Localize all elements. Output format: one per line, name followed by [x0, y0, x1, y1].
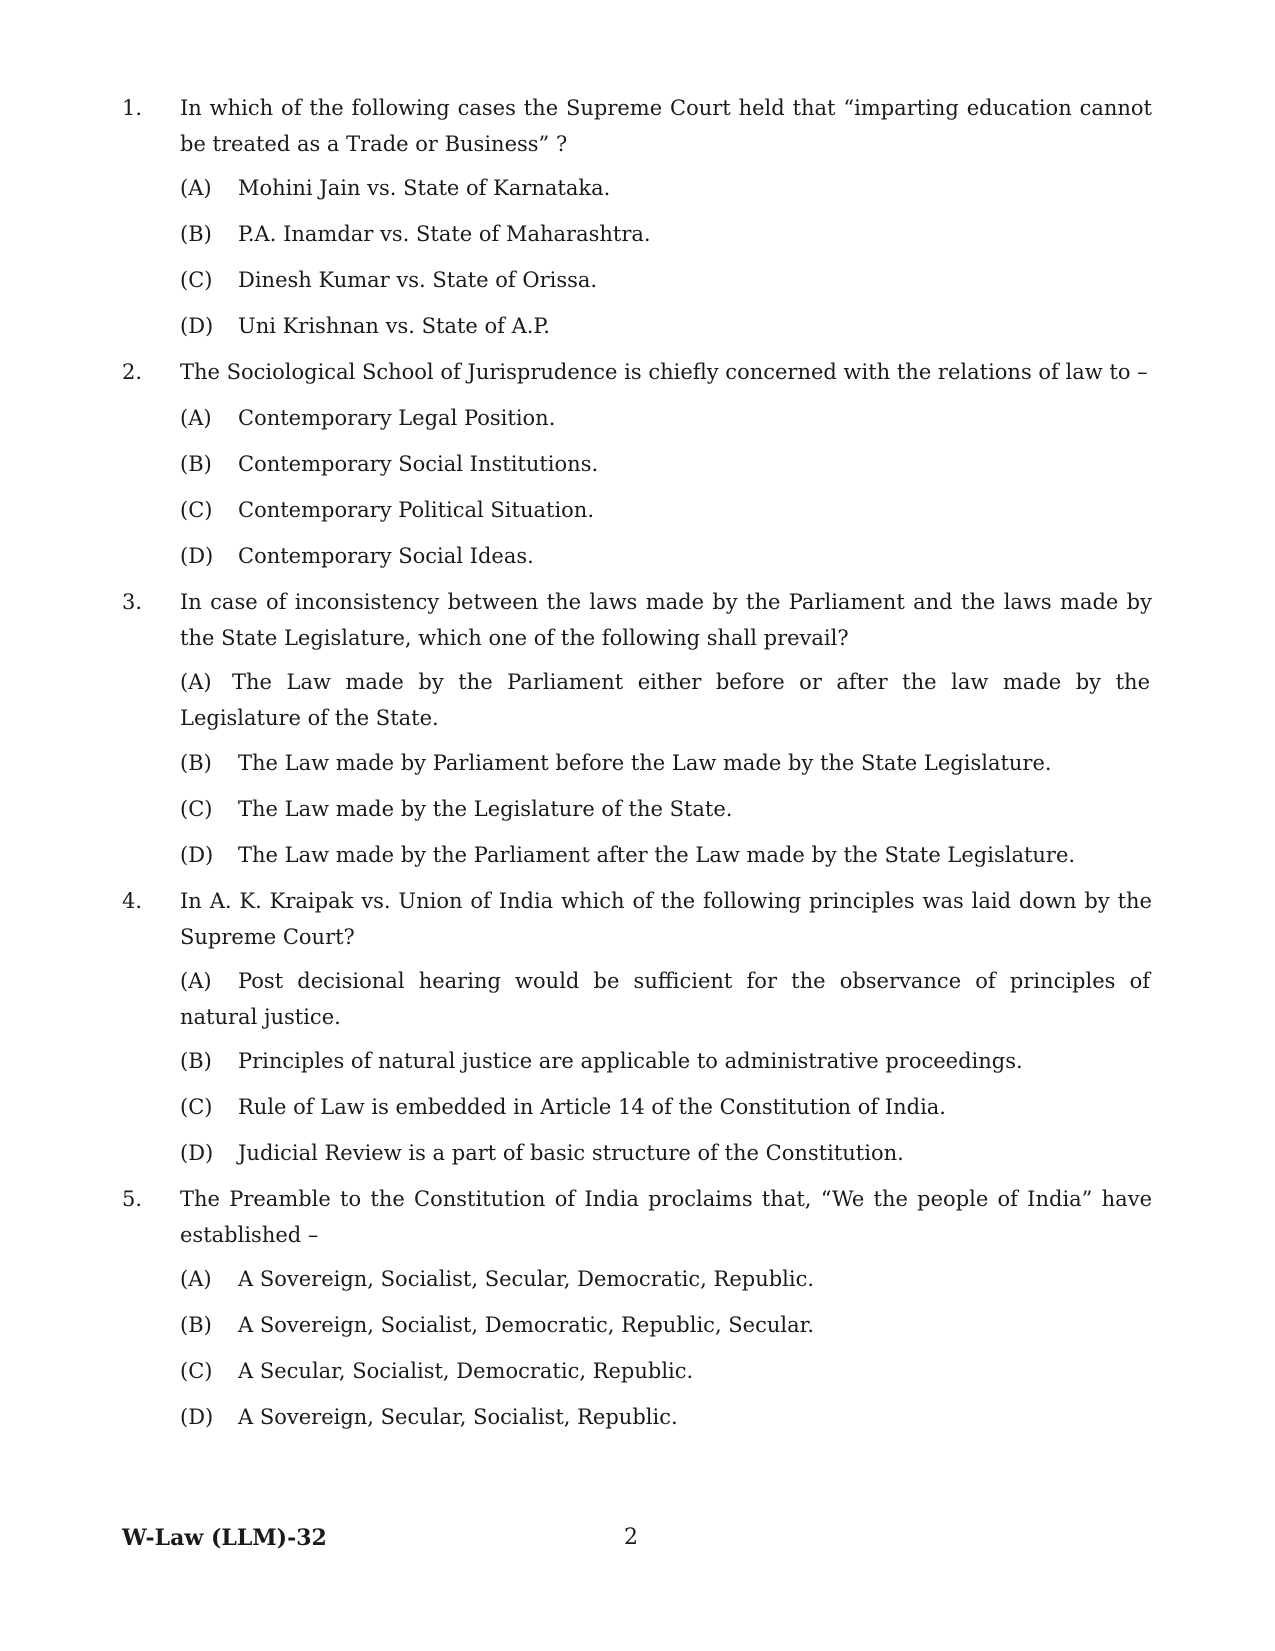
option-text: Dinesh Kumar vs. State of Orissa. [238, 268, 598, 292]
option-label: (D) [180, 544, 214, 568]
option-label: (C) [180, 1095, 213, 1119]
question-text: The Preamble to the Constitution of India proclaims that, “We the people of India” have established – [180, 1187, 1152, 1247]
option-text: Contemporary Social Ideas. [238, 544, 534, 568]
option-label: (B) [180, 222, 212, 246]
option-label: (A) [180, 406, 212, 430]
option-text: Post decisional hearing would be sufficient for the observance of principles of natural justice. [180, 969, 1150, 1029]
option-text: The Law made by the Legislature of the State. [238, 797, 733, 821]
option-text: The Law made by the Parliament after the Law made by the State Legislature. [238, 843, 1076, 867]
option-5d [180, 1399, 1150, 1435]
option-label: (B) [180, 751, 212, 775]
option-text: A Sovereign, Secular, Socialist, Republic. [238, 1405, 678, 1429]
option-1c [180, 262, 1150, 298]
option-2a [180, 400, 1150, 436]
option-4b [180, 1043, 1150, 1079]
option-text: Contemporary Political Situation. [238, 498, 595, 522]
option-label: (C) [180, 268, 213, 292]
option-5b [180, 1307, 1150, 1343]
option-2b [180, 446, 1150, 482]
option-3c [180, 791, 1150, 827]
option-text: A Secular, Socialist, Democratic, Republic. [238, 1359, 694, 1383]
option-text: Mohini Jain vs. State of Karnataka. [238, 176, 611, 200]
question-text: In A. K. Kraipak vs. Union of India which of the following principles was laid down by the Supreme Court? [180, 889, 1152, 949]
option-label: (A) [180, 969, 212, 993]
question-text: In which of the following cases the Supreme Court held that “imparting education cannot be treated as a Trade or Business” ? [180, 96, 1152, 156]
option-label: (A) [180, 1267, 212, 1291]
option-label: (B) [180, 452, 212, 476]
option-label: (C) [180, 797, 213, 821]
paper-code: W-Law (LLM)-32 [122, 1525, 327, 1551]
option-1b [180, 216, 1150, 252]
option-text: Principles of natural justice are applicable to administrative proceedings. [238, 1049, 1023, 1073]
option-1a [180, 170, 1150, 206]
option-2c [180, 492, 1150, 528]
option-label: (A) [180, 176, 212, 200]
option-4d [180, 1135, 1150, 1171]
option-5c [180, 1353, 1150, 1389]
option-text: A Sovereign, Socialist, Democratic, Republic, Secular. [238, 1313, 815, 1337]
option-text: Rule of Law is embedded in Article 14 of the Constitution of India. [238, 1095, 946, 1119]
option-label: (C) [180, 498, 213, 522]
option-text: Judicial Review is a part of basic structure of the Constitution. [238, 1141, 904, 1165]
question-number: 4. [122, 889, 143, 913]
option-2d [180, 538, 1150, 574]
option-3a [180, 664, 1150, 736]
option-text: Uni Krishnan vs. State of A.P. [238, 314, 550, 338]
question-text: The Sociological School of Jurisprudence is chiefly concerned with the relations of law to – [180, 360, 1148, 384]
option-label: (D) [180, 843, 214, 867]
option-4a [180, 963, 1150, 1035]
option-text: A Sovereign, Socialist, Secular, Democratic, Republic. [238, 1267, 815, 1291]
question-number: 1. [122, 96, 143, 120]
option-text: P.A. Inamdar vs. State of Maharashtra. [238, 222, 651, 246]
option-label: (D) [180, 1405, 214, 1429]
question-text: In case of inconsistency between the laws made by the Parliament and the laws made by the State Legislature, which one of the following shall prevail? [180, 590, 1152, 650]
option-text: Contemporary Legal Position. [238, 406, 556, 430]
option-label: (A) [180, 670, 212, 694]
option-label: (D) [180, 314, 214, 338]
question-number: 5. [122, 1187, 143, 1211]
question-number: 3. [122, 590, 143, 614]
option-label: (C) [180, 1359, 213, 1383]
option-label: (B) [180, 1313, 212, 1337]
option-1d [180, 308, 1150, 344]
option-4c [180, 1089, 1150, 1125]
option-label: (D) [180, 1141, 214, 1165]
option-5a [180, 1261, 1150, 1297]
option-label: (B) [180, 1049, 212, 1073]
option-3d [180, 837, 1150, 873]
option-3b [180, 745, 1150, 781]
page-number: 2 [624, 1525, 638, 1550]
option-text: The Law made by Parliament before the Law made by the State Legislature. [238, 751, 1052, 775]
option-text: The Law made by the Parliament either before or after the law made by the Legislature of the State. [180, 670, 1150, 730]
question-number: 2. [122, 360, 143, 384]
option-text: Contemporary Social Institutions. [238, 452, 599, 476]
